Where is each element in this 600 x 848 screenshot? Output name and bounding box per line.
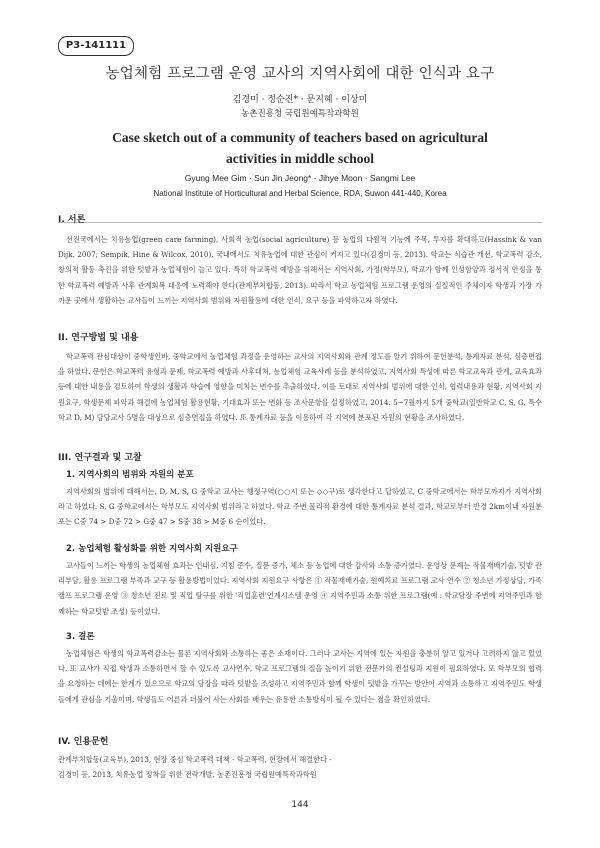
english-affiliation: National Institute of Horticultural and Herbal Science, RDA, Suwon 441-440, Korea <box>153 189 447 198</box>
korean-affiliation: 농촌진흥청 국립원예특작과학원 <box>241 109 359 119</box>
intro-separator <box>58 222 542 223</box>
results-sub3-heading: 3. 결론 <box>66 632 95 642</box>
english-title: Case sketch out of a community of teachers based on agricultural activities in middle school <box>112 130 488 166</box>
korean-title: 농업체험 프로그램 운영 교사의 지역사회에 대한 인식과 요구 <box>105 66 495 82</box>
results-sub2-paragraph: 교사들이 느끼는 학생의 농업체험 효과는 인내심, 지침 준수, 질문 증가, 체소 등 농업에 대한 감사와 소통 증가였다. 운영상 문제는 작물재배기술, 텃밭 관리부담, 활용 프로그램 부족과 교구 등 활용방법이었다. 지역사회 지원요구 사항은 ① 작물재배기술, 원예치료 프로그램 교사 연수 ② 청소년 가정상담, 가족캠프 프로그램 운영 ③ 청소년 진로 및 직업 탐구를 위한 '직업훈련'연계시스템 운영 ④ 지역주민과 소통 위한 프로그램(예 : 학교담장 주변에 지역주민과 함께하는 학교텃밭 조성) 등이었다. <box>58 561 542 616</box>
page-number: 144 <box>291 800 309 810</box>
methods-paragraph: 학교폭력 관심대상이 중학생인바, 중학교에서 농업체험 과정을 운영하는 교사의 지역사회와 관계 정도를 알기 위하여 문헌분석, 통계자료 분석, 심층면접을 하였다. 문헌은 학교폭력 유형과 문제, 학교폭력 예방과 사후대처, 농업체험 교육사례 등을 분석하였고, 지역사회 특성에 따른 학교교육과 관계, 교육효과 등에 대한 내용을 검토하여 학생의 생활과 학습에 영향을 미치는 변수를 추출하였다. 이를 토대로 지역사회 범위에 대한 인식, 협력내용과 현황, 지역사회 지원요구, 학생문제 파악과 해결에 농업체험 활용현황, 기대효과 또는 변화 등 조사문항을 설정하였고, 2014. 5~7월까지 5개 중학교(일반학교 C, S, G, 특수학교 D, M) 담당교사 5명을 대상으로 심층면접을 하였다. 또 통계자료 등을 이용하여 각 지역에 분포된 자원의 현황을 조사하였다. <box>58 352 542 422</box>
results-sub3-paragraph: 농업체험은 학생의 학교폭력감소는 물론 지역사회와 소통하는 좋은 소재이다. 그러나 교사는 지역에 있는 자원을 충분히 알고 있거나 고려하지 않고 있었다. 또 교사가 직접 학생과 소통하면서 할 수 있도록 교사연수, 학교 프로그램의 질을 높이기 위한 전문가의 컨설팅과 지원이 필요하였다. 또 학부모의 협력을 요청하는 데에는 한계가 있으므로 학교의 담장을 따라 텃밭을 조성하고 지역주민과 함께 학생이 텃밭을 가꾸는 방안이 지역과 소통하고 지역주민도 학생들에게 관심을 기울이며, 학생들도 어른과 더불어 사는 사회를 배우는 유용한 소통방식이 될 수 있다는 점을 확인하였다. <box>58 649 542 704</box>
references-heading: IV. 인용문헌 <box>58 737 109 747</box>
english-authors: Gyung Mee Gim · Sun Jin Jeong* · Jihye Moon · Sangmi Lee <box>184 173 416 183</box>
results-sub1-heading: 1. 지역사회의 범위와 자원의 분포 <box>66 470 194 480</box>
results-sub2-heading: 2. 농업체험 활성화를 위한 지역사회 지원요구 <box>66 544 238 554</box>
reference-item: 관계부처합동(교육부), 2013, 현장 중심 학교폭력 대책 - 학교폭력, 현장에서 해결한다 - <box>58 755 332 764</box>
methods-heading: II. 연구방법 및 내용 <box>58 333 139 343</box>
references-list <box>58 752 542 782</box>
korean-authors: 김경미 · 정순진* · 문지혜 · 이상미 <box>232 95 368 105</box>
intro-paragraph: 선진국에서는 치유농업(green care farming), 사회적 농업(social agriculture) 등 농업의 다원적 기능에 주목, 투자를 확대하고(Hassink & van Dijk, 2007; Sempik, Hine & Wilcox, 2010), 국내에서도 치유농업에 대한 관심이 커지고 있다(김경미 등, 2013). 학교는 식습관 개선, 학교폭력 감소, 창의적 활동 촉진을 위한 텃밭과 농업체험이 늘고 있다. 특히 학교폭력 예방을 위해서는 지역사회, 가정(학부모), 학교가 함께 인성함양과 정서적 안정을 통한 학교폭력 예방과 사후 관계회복 대응에 노력해야 한다(관계부처합동, 2013). 따라서 학교 농업체험 프로그램 운영의 실질적인 주체이자 학생과 가장 가까운 곳에서 생활하는 교사들이 느끼는 지역사회 범위와 자원활용에 대한 인식, 요구 등을 파악하고자 하였다. <box>58 235 542 305</box>
poster-id-badge: P3-141111 <box>58 36 134 56</box>
intro-heading: I. 서론 <box>58 215 86 225</box>
reference-item: 김경미 등, 2013, 치유농업 정착을 위한 전략개발, 농촌진흥청 국립원예특작과학원 <box>58 770 317 779</box>
results-sub1-paragraph: 지역사회의 범위에 대해서는, D, M, S, G 중학교 교사는 행정구역(○○시 또는 ◇◇구)로 생각한다고 답하였고, C 중학교에서는 학부모까지가 지역사회라고 하였다. S, G 중학교에서는 학부모도 지역사회 범위라고 하였다. 학교 주변 물리적 환경에 대한 통계자료 분석 결과, 학교로부터 반경 2km이내 자원분포는 C중 74 > D중 72 > G중 47 > S중 38 > M중 6 순이었다. <box>58 487 542 527</box>
results-heading: III. 연구결과 및 고찰 <box>58 453 142 463</box>
